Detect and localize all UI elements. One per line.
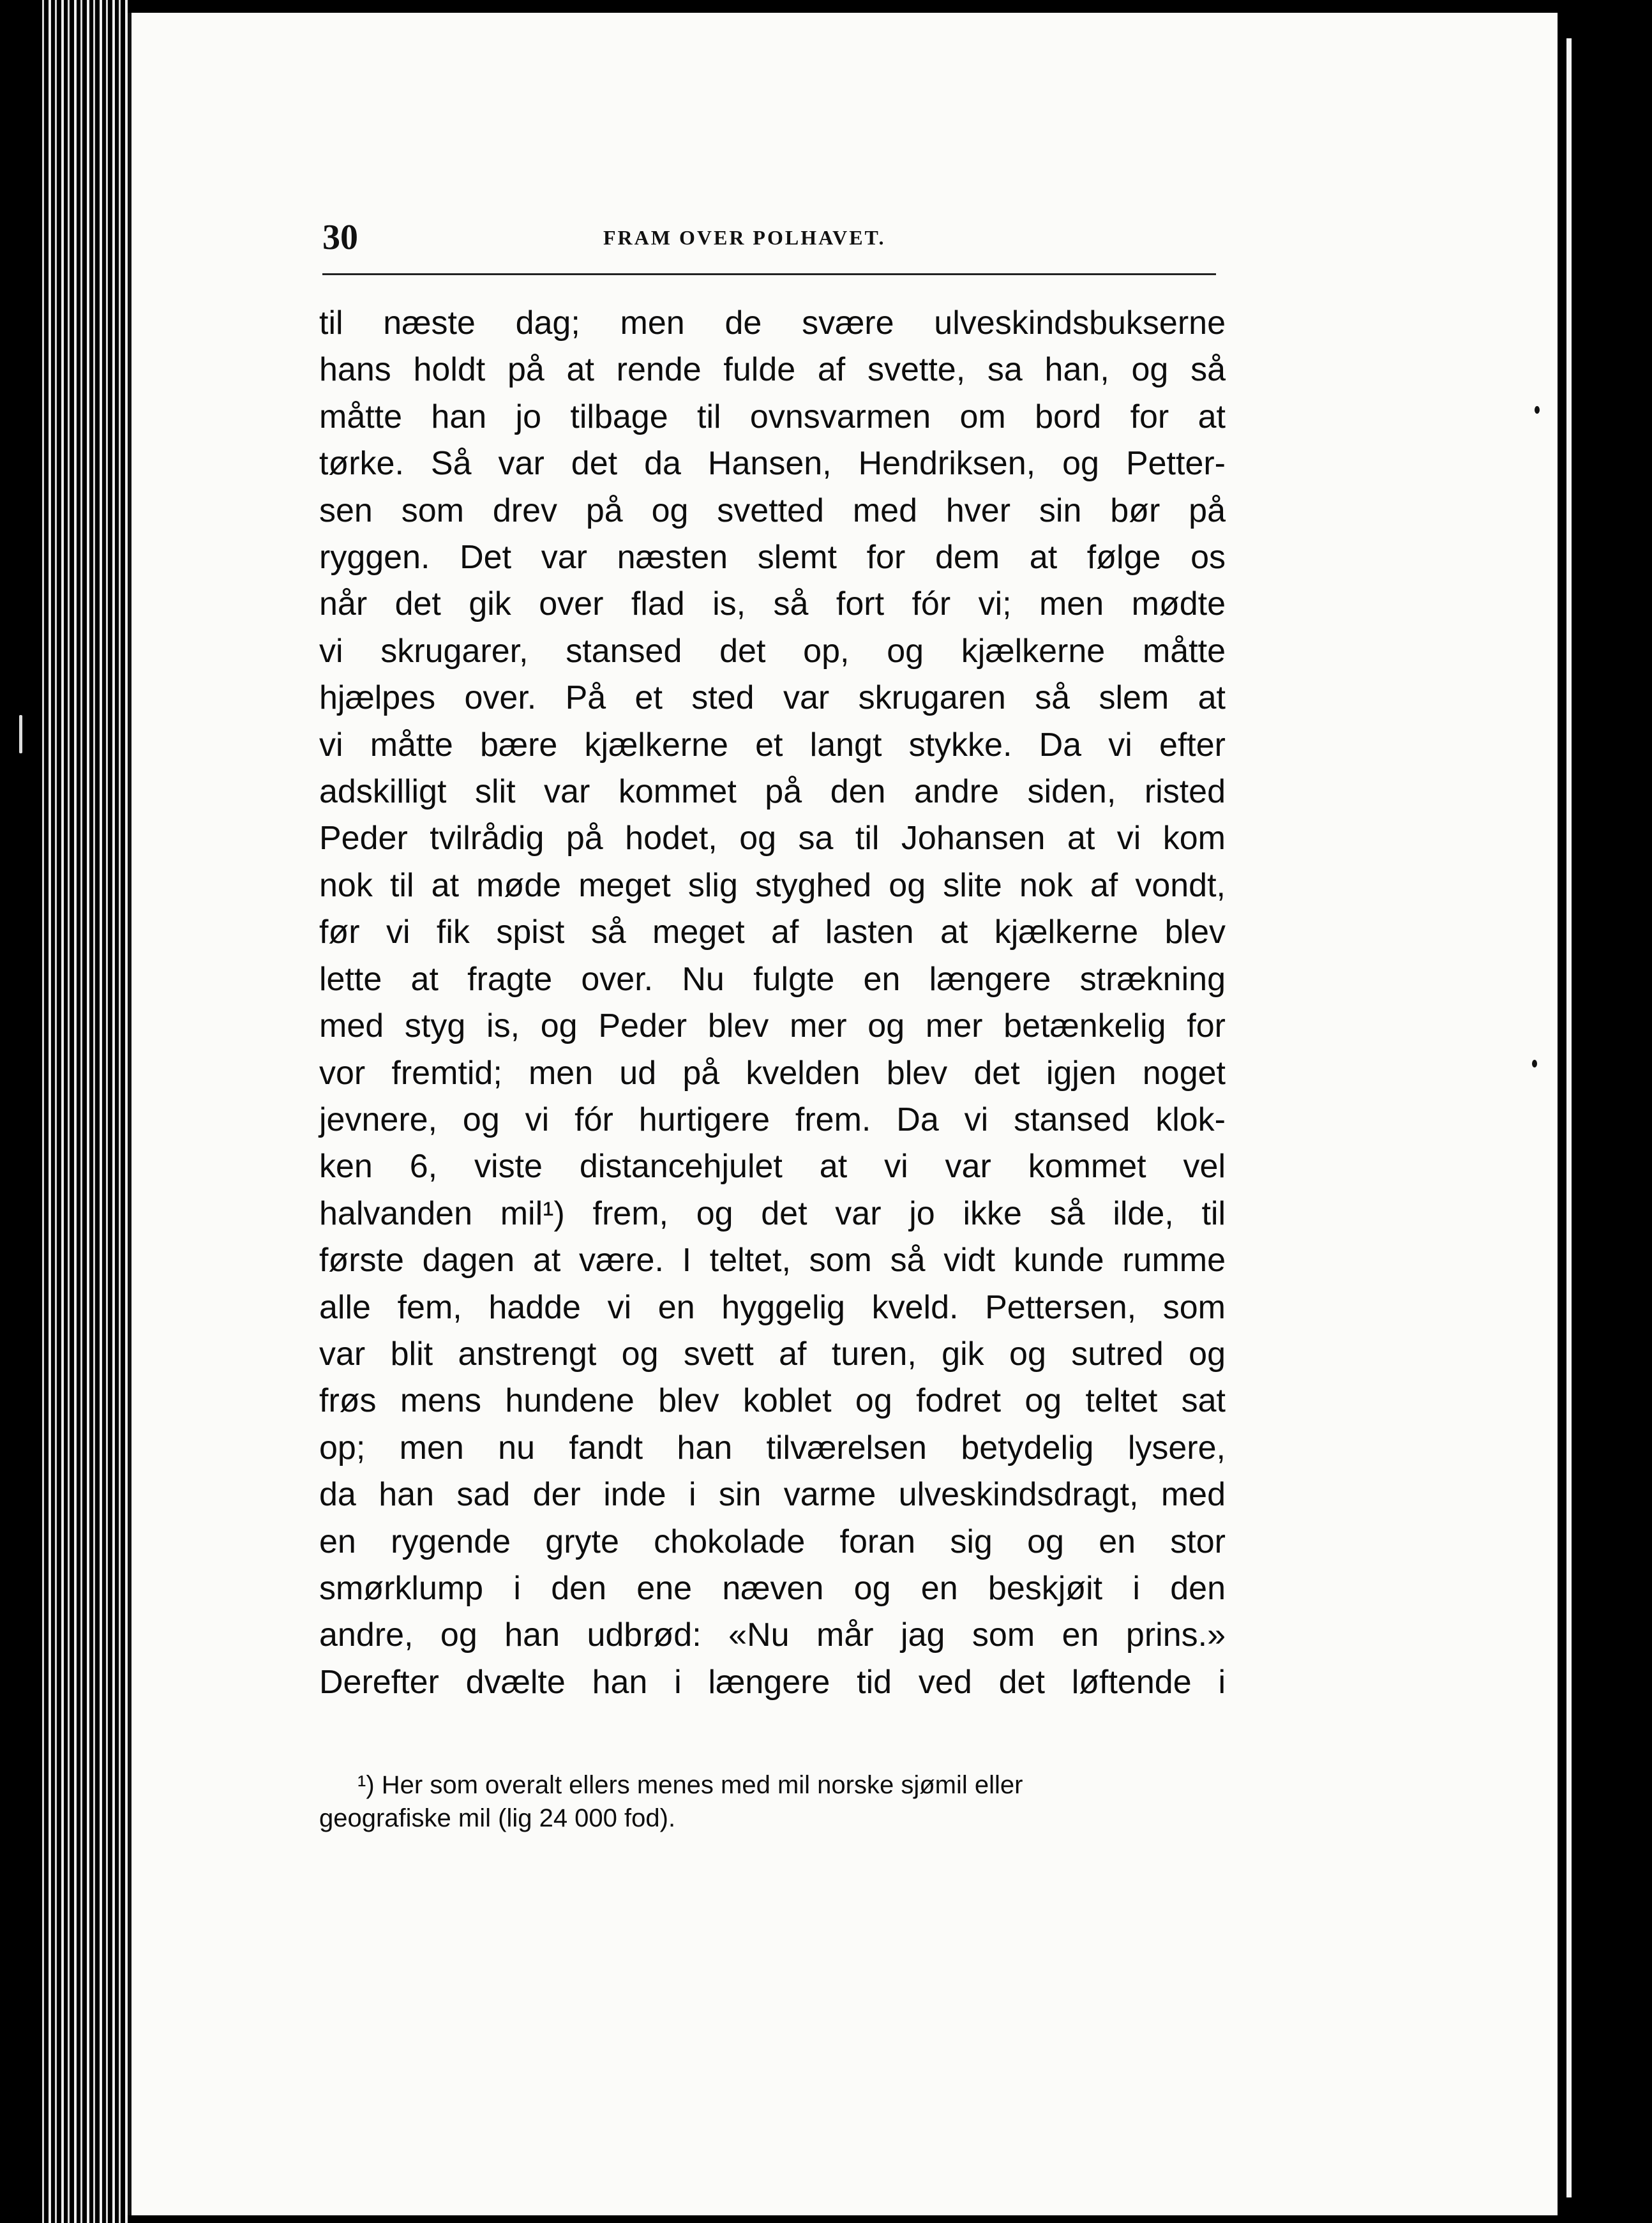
running-head: FRAM OVER POLHAVET. xyxy=(603,226,886,249)
footnote xyxy=(319,1768,1226,1835)
text-line: halvanden mil¹) frem, og det var jo ikke så ilde, til xyxy=(319,1194,1226,1232)
scan-speck xyxy=(1535,406,1540,414)
scan-speck xyxy=(1532,1060,1537,1067)
text-line: til næste dag; men de svære ulveskindsbukserne xyxy=(319,305,1226,342)
scan-right-edge xyxy=(1558,0,1652,2223)
text-line: ken 6, viste distancehjulet at vi var kommet vel xyxy=(319,1148,1226,1186)
footnote-line: geografiske mil (lig 24 000 fod). xyxy=(319,1804,676,1832)
text-line: alle fem, hadde vi en hyggelig kveld. Pettersen, som xyxy=(319,1288,1226,1326)
text-line: nok til at møde meget slig styghed og slite nok af vondt, xyxy=(319,866,1226,904)
book-binding-edge xyxy=(38,0,128,2223)
text-line: frøs mens hundene blev koblet og fodret og teltet sat xyxy=(319,1382,1226,1420)
text-line: vi måtte bære kjælkerne et langt stykke. Da vi efter xyxy=(319,726,1226,764)
text-line: adskilligt slit var kommet på den andre siden, risted xyxy=(319,773,1226,811)
text-line: første dagen at være. I teltet, som så vidt kunde rumme xyxy=(319,1242,1226,1279)
text-line: tørke. Så var det da Hansen, Hendriksen, og Petter- xyxy=(319,445,1226,483)
text-line: vor fremtid; men ud på kvelden blev det igjen noget xyxy=(319,1054,1226,1092)
text-line: måtte han jo tilbage til ovnsvarmen om bord for at xyxy=(319,398,1226,435)
text-line: hans holdt på at rende fulde af svette, sa han, og så xyxy=(319,351,1226,389)
text-line: når det gik over flad is, så fort fór vi; men mødte xyxy=(319,585,1226,623)
page-header xyxy=(322,217,1216,255)
text-line: da han sad der inde i sin varme ulveskindsdragt, med xyxy=(319,1476,1226,1514)
footnote-line: ¹) Her som overalt ellers menes med mil norske sjømil eller xyxy=(357,1771,1023,1799)
body-text xyxy=(319,300,1226,1706)
text-line: en rygende gryte chokolade foran sig og en stor xyxy=(319,1523,1226,1560)
header-rule xyxy=(322,273,1216,275)
text-line: op; men nu fandt han tilværelsen betydelig lysere, xyxy=(319,1429,1226,1466)
text-line: smørklump i den ene næven og en beskjøit i den xyxy=(319,1569,1226,1607)
page-number: 30 xyxy=(322,218,358,257)
text-line: Derefter dvælte han i længere tid ved det løftende i xyxy=(319,1663,1226,1701)
scan-speck xyxy=(19,715,22,753)
text-line: ryggen. Det var næsten slemt for dem at følge os xyxy=(319,539,1226,576)
text-line: lette at fragte over. Nu fulgte en længere strækning xyxy=(319,960,1226,998)
text-line: var blit anstrengt og svett af turen, gik og sutred og xyxy=(319,1335,1226,1373)
text-line: før vi fik spist så meget af lasten at kjælkerne blev xyxy=(319,914,1226,951)
text-line: Peder tvilrådig på hodet, og sa til Johansen at vi kom xyxy=(319,820,1226,857)
text-line: vi skrugarer, stansed det op, og kjælkerne måtte xyxy=(319,632,1226,670)
text-line: sen som drev på og svetted med hver sin bør på xyxy=(319,492,1226,529)
text-line: jevnere, og vi fór hurtigere frem. Da vi stansed klok- xyxy=(319,1101,1226,1138)
text-line: hjælpes over. På et sted var skrugaren så slem at xyxy=(319,679,1226,717)
text-line: med styg is, og Peder blev mer og mer betænkelig for xyxy=(319,1007,1226,1045)
text-line: andre, og han udbrød: «Nu mår jag som en prins.» xyxy=(319,1616,1226,1654)
